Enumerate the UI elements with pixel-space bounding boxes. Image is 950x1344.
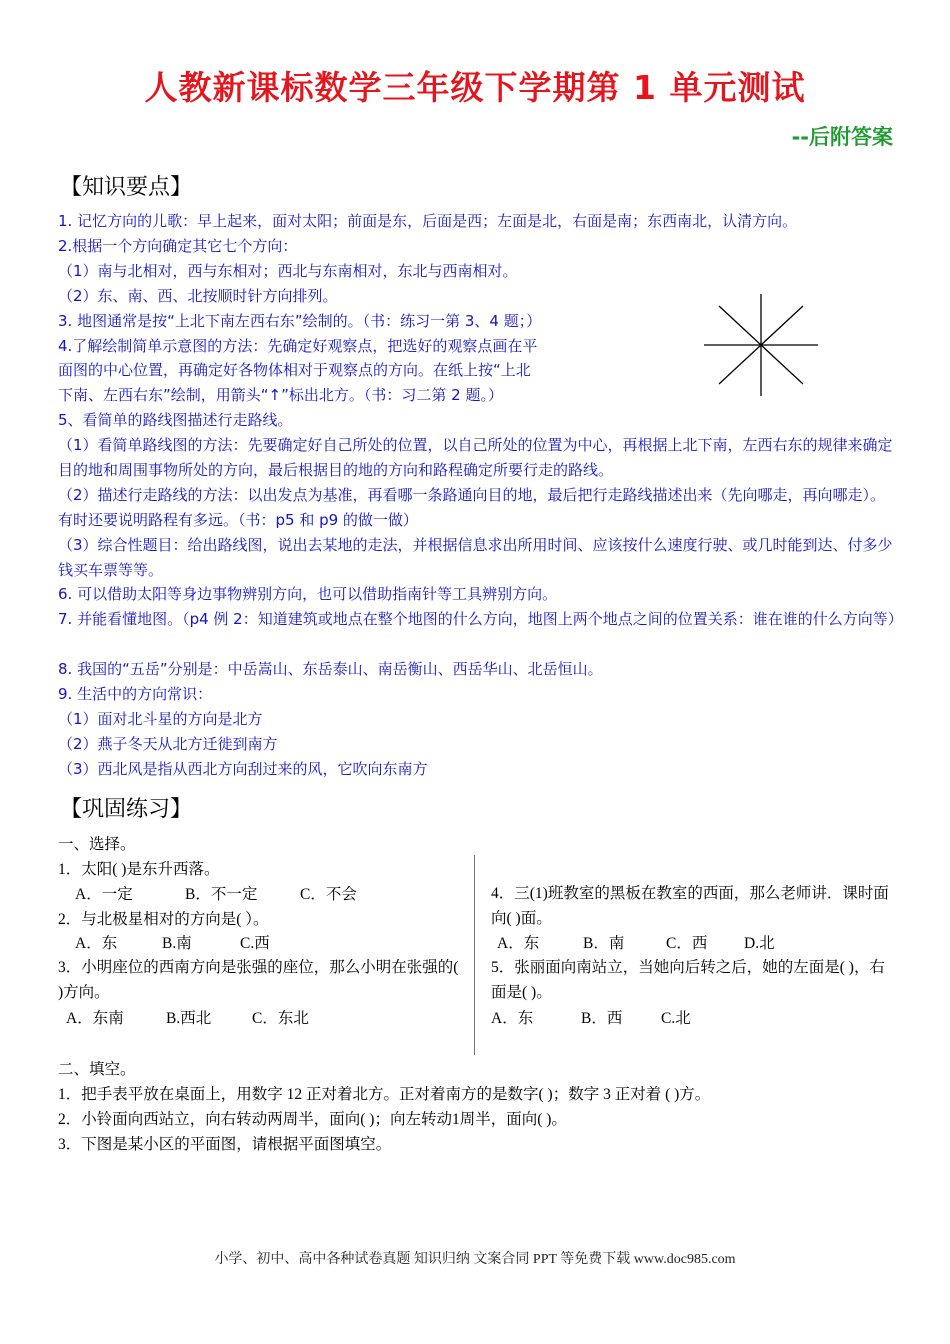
fill-question-3: 3．下图是某小区的平面图，请根据平面图填空。: [58, 1136, 392, 1153]
knowledge-line: （1）面对北斗星的方向是北方: [58, 710, 263, 728]
practice-heading: 【巩固练习】: [60, 797, 193, 822]
knowledge-paragraph: （1）看简单路线图的方法：先要确定好自己所处的位置，以自己所处的位置为中心，再根据上北下南，左西右东的规律来确定目的地和周围事物所处的方向，最后根据目的地的方向和路程确定所要行走的路线。: [58, 436, 893, 479]
knowledge-heading: 【知识要点】: [60, 175, 193, 200]
knowledge-line: 3. 地图通常是按“上北下南左西右东”绘制的。（书：练习一第 3、4 题；）: [58, 312, 542, 330]
knowledge-line: 4.了解绘制简单示意图的方法：先确定好观察点，把选好的观察点画在平: [58, 337, 538, 355]
knowledge-line: 面图的中心位置，再确定好各物体相对于观察点的方向。在纸上按“上北: [58, 361, 531, 379]
knowledge-line: 下南、左西右东”绘制，用箭头“↑”标出北方。（书：习二第 2 题。）: [58, 386, 503, 404]
option: B.西北: [166, 1010, 212, 1027]
option: D.北: [744, 935, 775, 952]
question-1: 1．太阳( )是东升西落。: [58, 861, 220, 878]
option: B．不一定: [185, 886, 258, 903]
question-5: 5．张丽面向南站立，当她向后转之后，她的左面是( )，右面是( )。: [491, 959, 885, 1001]
section-choice-heading: 一、选择。: [58, 836, 136, 853]
knowledge-line: 5、看简单的路线图描述行走路线。: [58, 411, 293, 429]
knowledge-line: （1）南与北相对，西与东相对；西北与东南相对，东北与西南相对。: [58, 262, 518, 280]
question-4-options: [497, 931, 775, 953]
option: A．东: [497, 935, 540, 952]
column-divider: [474, 855, 475, 1055]
knowledge-line: 6. 可以借助太阳等身边事物辨别方向，也可以借助指南针等工具辨别方向。: [58, 585, 558, 603]
knowledge-line: 1. 记忆方向的儿歌：早上起来，面对太阳；前面是东，后面是西；左面是北，右面是南；东西南北，认清方向。: [58, 212, 798, 230]
page-footer: 小学、初中、高中各种试卷真题 知识归纳 文案合同 PPT 等免费下载 www.doc985.com: [214, 1252, 736, 1267]
knowledge-line: 2.根据一个方向确定其它七个方向：: [58, 237, 298, 255]
question-1-options: [75, 882, 357, 904]
page-title: 人教新课标数学三年级下学期第 1 单元测试: [144, 68, 806, 107]
option: B．西: [581, 1010, 623, 1027]
knowledge-line: 9. 生活中的方向常识：: [58, 685, 213, 703]
option: B．南: [583, 935, 625, 952]
eight-direction-figure: [702, 292, 820, 398]
question-3: 3．小明座位的西南方向是张强的座位，那么小明在张强的( )方向。: [58, 959, 459, 1001]
knowledge-line: （2）燕子冬天从北方迁徙到南方: [58, 735, 278, 753]
question-5-options: [491, 1006, 691, 1028]
option: C.北: [661, 1010, 691, 1027]
option: C．东北: [252, 1010, 309, 1027]
option: A．东: [491, 1010, 534, 1027]
knowledge-line: （3）西北风是指从西北方向刮过来的风，它吹向东南方: [58, 760, 428, 778]
option: C.西: [240, 935, 270, 952]
option: A．东: [75, 935, 118, 952]
question-2: 2．与北极星相对的方向是( ）。: [58, 911, 269, 928]
option: B.南: [162, 935, 192, 952]
knowledge-paragraph: （3）综合性题目：给出路线图，说出去某地的走法，并根据信息求出所用时间、应该按什么速度行驶、或几时能到达、付多少钱买车票等等。: [58, 536, 893, 579]
knowledge-paragraph: 7. 并能看懂地图。（p4 例 2：知道建筑或地点在整个地图的什么方向，地图上两个地点之间的位置关系：谁在谁的什么方向等）: [58, 610, 903, 628]
option: C．不会: [300, 886, 357, 903]
fill-question-2: 2．小铃面向西站立，向右转动两周半，面向( )；向左转动1周半，面向( )。: [58, 1111, 567, 1128]
question-3-options: [66, 1006, 309, 1028]
page-subtitle: --后附答案: [791, 125, 893, 149]
question-2-options: [75, 931, 270, 953]
fill-question-1: 1．把手表平放在桌面上，用数字 12 正对着北方。正对着南方的是数字( )；数字 3 正对着 ( )方。: [58, 1086, 711, 1103]
section-fill-heading: 二、填空。: [58, 1061, 136, 1078]
option: C．西: [666, 935, 708, 952]
question-4: 4．三(1)班教室的黑板在教室的西面，那么老师讲．课时面向( )面。: [491, 885, 889, 927]
option: A．东南: [66, 1010, 124, 1027]
knowledge-line: （2）东、南、西、北按顺时针方向排列。: [58, 287, 338, 305]
knowledge-paragraph: （2）描述行走路线的方法：以出发点为基准，再看哪一条路通向目的地，最后把行走路线描述出来（先向哪走，再向哪走）。有时还要说明路程有多远。（书：p5 和 p9 的做一做）: [58, 486, 886, 529]
option: A．一定: [75, 886, 133, 903]
knowledge-line: 8. 我国的“五岳”分别是：中岳嵩山、东岳泰山、南岳衡山、西岳华山、北岳恒山。: [58, 660, 603, 678]
